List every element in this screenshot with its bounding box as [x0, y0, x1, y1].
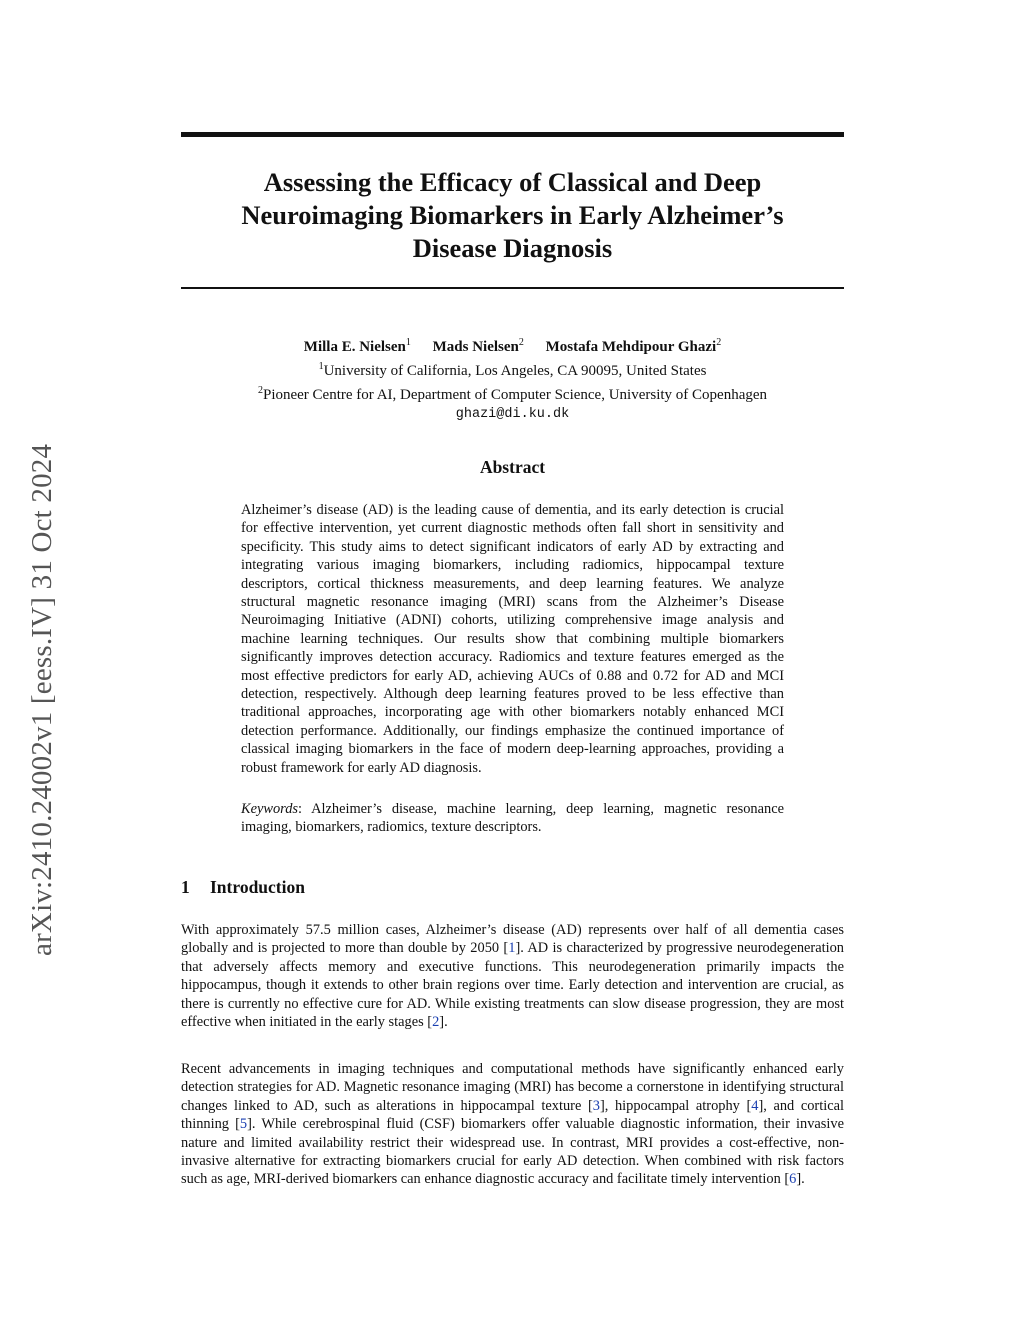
intro-paragraph: Recent advancements in imaging techniques and computational methods have significantly enhanced early detection strategies for AD. Magnetic resonance imaging (MRI) has become a cornerstone in identifying structural changes linked to AD, such as alterations in hippocampal texture [3], hippocampal atrophy [4], and cortical thinning [5]. While cerebrospinal fluid (CSF) biomarkers offer valuable diagnostic information, their invasive nature and limited availability restrict their widespread use. In contrast, MRI provides a cost-effective, non-invasive alternative for extracting biomarkers crucial for early AD detection. When combined with risk factors such as age, MRI-derived biomarkers can enhance diagnostic accuracy and facilitate timely intervention [6]. — [181, 1061, 844, 1188]
abstract-body: Alzheimer’s disease (AD) is the leading cause of dementia, and its early detection is crucial for effective intervention, yet current diagnostic methods often fall short in sensitivity and specificity. This study aims to detect significant indicators of early AD by extracting and integrating various imaging biomarkers, including radiomics, hippocampal texture descriptors, cortical thickness measurements, and deep learning features. We analyze structural magnetic resonance imaging (MRI) scans from the Alzheimer’s Disease Neuroimaging Initiative (ADNI) cohorts, utilizing comprehensive image analysis and machine learning techniques. Our results show that combining multiple biomarkers significantly improves detection accuracy. Radiomics and texture features emerged as the most effective predictors for early AD, achieving AUCs of 0.88 and 0.72 for AD and MCI detection, respectively. Although deep learning features proved to be less effective than traditional approaches, incorporating age with other biomarkers notably enhanced MCI detection performance. Additionally, our findings emphasize the continued importance of classical imaging biomarkers in the face of modern deep-learning approaches, providing a robust framework for early AD diagnosis. — [241, 502, 784, 776]
citation-link[interactable]: 1 — [508, 940, 516, 957]
title-line: Disease Diagnosis — [412, 233, 613, 263]
abstract-heading: Abstract — [479, 457, 546, 477]
citation-link[interactable]: 3 — [592, 1097, 600, 1114]
author-block — [181, 333, 844, 424]
section-heading-introduction: 1 Introduction — [181, 877, 305, 897]
author-name: Mostafa Mehdipour Ghazi$^2$ — [545, 337, 722, 355]
arxiv-identifier-stamp: arXiv:2410.24002v1 [eess.IV] 31 Oct 2024 — [26, 443, 58, 956]
title-bottom-rule — [181, 287, 844, 289]
citation-link[interactable]: 6 — [789, 1171, 797, 1188]
paper-title — [181, 166, 844, 265]
keywords-label: Keywords — [241, 801, 299, 817]
intro-paragraph: With approximately 57.5 million cases, Alzheimer’s disease (AD) represents over half of all dementia cases globally and is projected to more than double by 2050 [1]. AD is characterized by progressive neurodegeneration that adversely affects memory and executive functions. This neurodegeneration primarily impacts the hippocampus, though it extends to other brain regions over time. Early detection and intervention are crucial, as there is currently no effective cure for AD. While existing treatments can slow disease progression, they are most effective when initiated in the early stages [2]. — [181, 922, 844, 1031]
affiliation: $^1$University of California, Los Angeles, CA 90095, United States — [318, 361, 707, 379]
citation-link[interactable]: 4 — [751, 1097, 759, 1114]
title-top-rule — [181, 132, 844, 137]
keywords: Keywords: Alzheimer’s disease, machine learning, deep learning, magnetic resonance imaging, biomarkers, radiomics, texture descriptors. — [241, 801, 784, 836]
citation-link[interactable]: 5 — [239, 1116, 248, 1133]
title-line: Neuroimaging Biomarkers in Early Alzheimer’s — [241, 200, 784, 230]
title-line: Assessing the Efficacy of Classical and Deep — [263, 167, 762, 197]
author-names — [181, 333, 844, 357]
citation-link[interactable]: 2 — [432, 1014, 440, 1031]
affiliation: $^2$Pioneer Centre for AI, Department of Computer Science, University of Copenhagen — [257, 385, 768, 403]
contact-email[interactable]: ghazi@di.ku.dk — [455, 407, 570, 422]
author-name: Milla E. Nielsen$^1$ — [303, 337, 411, 355]
author-name: Mads Nielsen$^2$ — [432, 337, 524, 355]
